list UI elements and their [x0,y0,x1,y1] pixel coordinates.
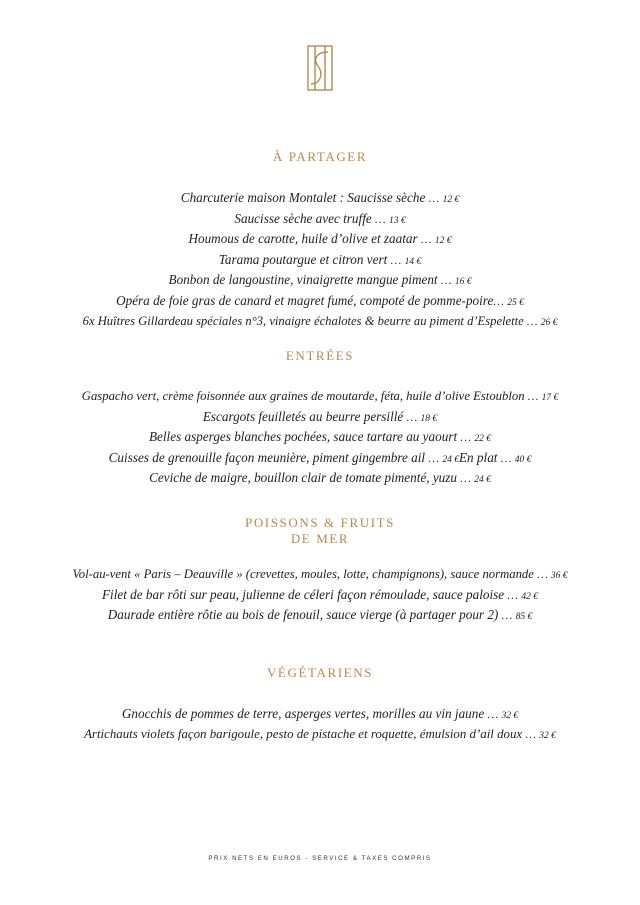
menu-item: Escargots feuilletés au beurre persillé … 18 € [202,408,438,424]
section-title-line2: DE MER [290,531,350,546]
menu-item: Cuisses de grenouille façon meunière, piment gingembre ail … 24 €En plat … 40 € [108,449,532,465]
menu-item: Bonbon de langoustine, vinaigrette mangue piment … 16 € [168,272,472,288]
section-poissons [0,515,640,627]
menu-item: Tarama poutargue et citron vert … 14 € [218,251,422,267]
menu-item: Daurade entière rôtie au bois de fenouil, sauce vierge (à partager pour 2) … 85 € [107,607,533,623]
menu-item: Gnocchis de pommes de terre, asperges vertes, morilles au vin jaune … 32 € [121,706,519,721]
menu-item: Gaspacho vert, crème foisonnée aux graines de moutarde, féta, huile d’olive Estoublon … 17 € [81,389,559,403]
menu-item: Houmous de carotte, huile d’olive et zaatar … 12 € [188,231,452,247]
monogram-logo-icon [306,44,334,92]
section-title: À PARTAGER [272,149,368,164]
menu-item: Ceviche de maigre, bouillon clair de tomate pimenté, yuzu … 24 € [149,470,491,486]
menu-item: Charcuterie maison Montalet : Saucisse sèche … 12 € [180,190,460,205]
menu-item: Opéra de foie gras de canard et magret fumé, compoté de pomme-poire… 25 € [116,292,524,308]
section-title: POISSONS & FRUITS [244,515,395,530]
menu-item: 6x Huîtres Gillardeau spéciales n°3, vinaigre échalotes & beurre au piment d’Espelette … 26 € [82,313,558,328]
section-title: ENTRÉES [285,348,355,363]
section-a-partager [0,149,640,332]
menu-item: Artichauts violets façon barigoule, pesto de pistache et roquette, émulsion d’ail doux … 32 € [84,726,556,741]
menu-item: Filet de bar rôti sur peau, julienne de céleri façon rémoulade, sauce paloise … 42 € [101,586,539,602]
menu-item: Saucisse sèche avec truffe … 13 € [234,210,406,226]
menu-item: Vol-au-vent « Paris – Deauville » (crevettes, moules, lotte, champignons), sauce normande … 36 € [72,567,568,581]
footer-note: PRIX NETS EN EUROS - SERVICE & TAXES COMPRIS [208,855,432,862]
menu-item: Belles asperges blanches pochées, sauce tartare au yaourt … 22 € [148,429,492,445]
section-entrees [0,348,640,490]
section-vegetariens [0,665,640,745]
section-title: VÉGÉTARIENS [266,665,374,680]
